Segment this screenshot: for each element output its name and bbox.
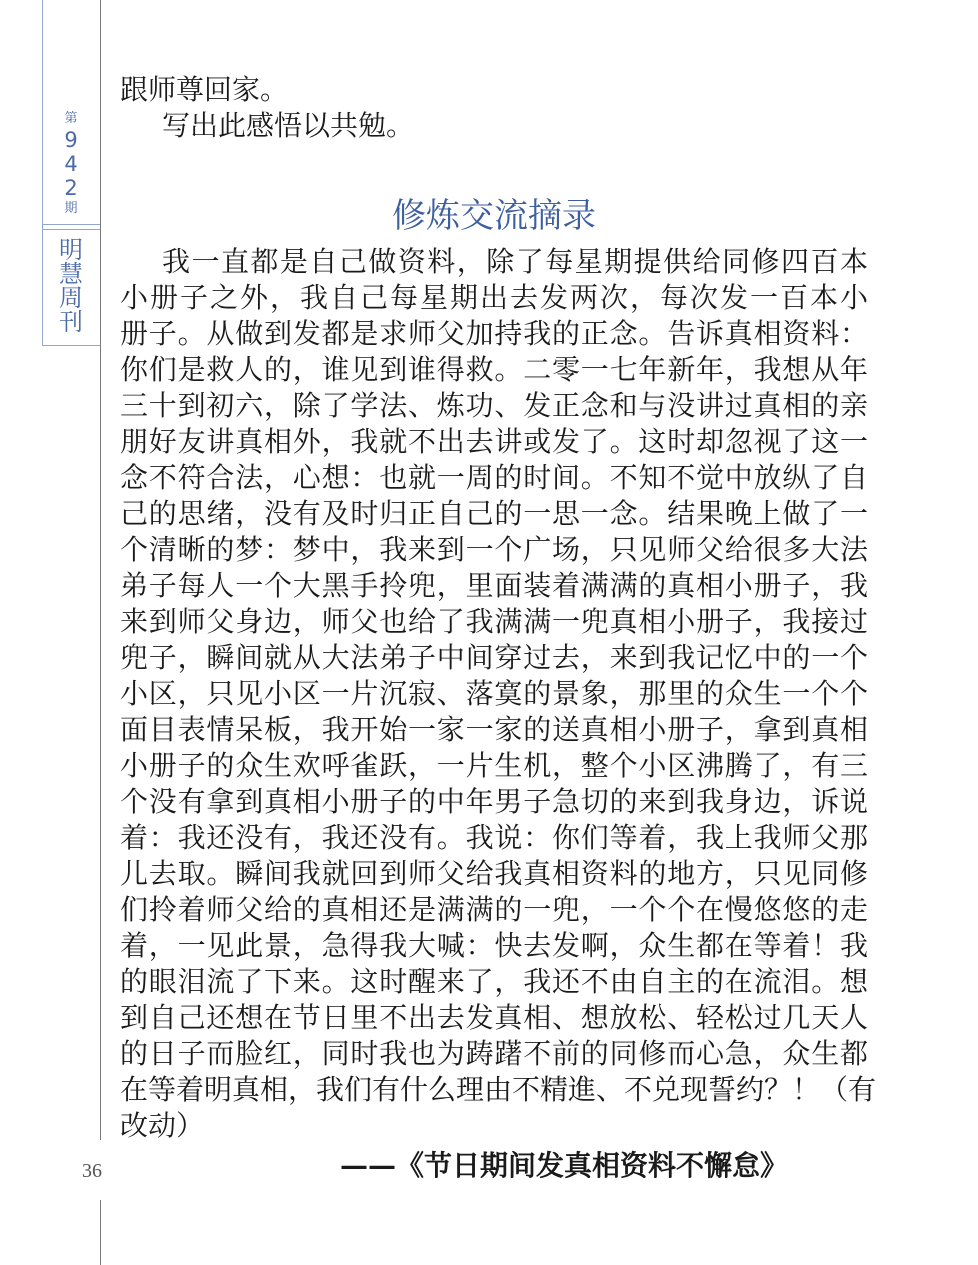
text-line: 在等着明真相，我们有什么理由不精進、不兑现誓约？！（有 [120,1073,877,1106]
text-line: 来到师父身边，师父也给了我满满一兜真相小册子，我接过 [120,605,868,638]
magazine-char: 周 [59,284,83,312]
page-number: 36 [82,1160,102,1182]
sidebar-divider [42,345,100,346]
text-line: 朋好友讲真相外，我就不出去讲或发了。这时却忽视了这一 [120,425,868,458]
text-line: 个没有拿到真相小册子的中年男子急切的来到我身边，诉说 [120,785,868,818]
magazine-name [42,238,100,334]
text-line: 跟师尊回家。 [120,73,289,106]
margin-rule-lower [100,1200,101,1265]
text-line: 到自己还想在节日里不出去发真相、想放松、轻松过几天人 [120,1001,868,1034]
text-line: 我一直都是自己做资料，除了每星期提供给同修四百本 [162,245,868,278]
text-line: 册子。从做到发都是求师父加持我的正念。告诉真相资料： [120,317,868,350]
previous-article-ending [120,72,868,144]
text-line: 兜子，瞬间就从大法弟子中间穿过去，来到我记忆中的一个 [120,641,868,674]
issue-digit: 9 [64,128,78,152]
issue-suffix: 期 [64,201,78,216]
text-line: 小册子的众生欢呼雀跃，一片生机，整个小区沸腾了，有三 [120,749,868,782]
text-line: 三十到初六，除了学法、炼功、发正念和与没讲过真相的亲 [120,389,868,422]
sidebar-divider [42,229,100,230]
magazine-char: 刊 [59,308,83,336]
text-line: 小册子之外，我自己每星期出去发两次，每次发一百本小 [120,281,868,314]
text-line: 儿去取。瞬间我就回到师父给我真相资料的地方，只见同修 [120,857,868,890]
text-line: 己的思绪，没有及时归正自己的一思一念。结果晚上做了一 [120,497,868,530]
text-line: 着：我还没有，我还没有。我说：你们等着，我上我师父那 [120,821,868,854]
text-line: 个清晰的梦：梦中，我来到一个广场，只见师父给很多大法 [120,533,868,566]
magazine-char: 明 [59,236,83,264]
text-line: 写出此感悟以共勉。 [162,109,415,142]
text-line: 小区，只见小区一片沉寂、落寞的景象，那里的众生一个个 [120,677,868,710]
text-line: 面目表情呆板，我开始一家一家的送真相小册子，拿到真相 [120,713,868,746]
article-body [120,244,877,1144]
issue-digit: 2 [64,176,78,200]
text-line: 弟子每人一个大黑手拎兜，里面装着满满的真相小册子，我 [120,569,868,602]
text-line: 念不符合法，心想：也就一周的时间。不知不觉中放纵了自 [120,461,868,494]
issue-digit: 4 [64,152,78,176]
magazine-char: 慧 [59,260,83,288]
text-line: 的眼泪流了下来。这时醒来了，我还不由自主的在流泪。想 [120,965,868,998]
text-line: 你们是救人的，谁见到谁得救。二零一七年新年，我想从年 [120,353,868,386]
article-source: ——《节日期间发真相资料不懈怠》 [340,1149,789,1182]
article-title: 修炼交流摘录 [392,196,596,236]
issue-number [42,110,100,218]
issue-prefix: 第 [64,111,78,126]
sidebar-divider [42,224,100,225]
margin-rule-upper [100,0,101,1140]
text-line: 着，一见此景，急得我大喊：快去发啊，众生都在等着！我 [120,929,868,962]
text-line: 改动） [120,1109,205,1142]
text-line: 们拎着师父给的真相还是满满的一兜，一个个在慢悠悠的走 [120,893,868,926]
text-line: 的日子而脸红，同时我也为踌躇不前的同修而心急，众生都 [120,1037,868,1070]
